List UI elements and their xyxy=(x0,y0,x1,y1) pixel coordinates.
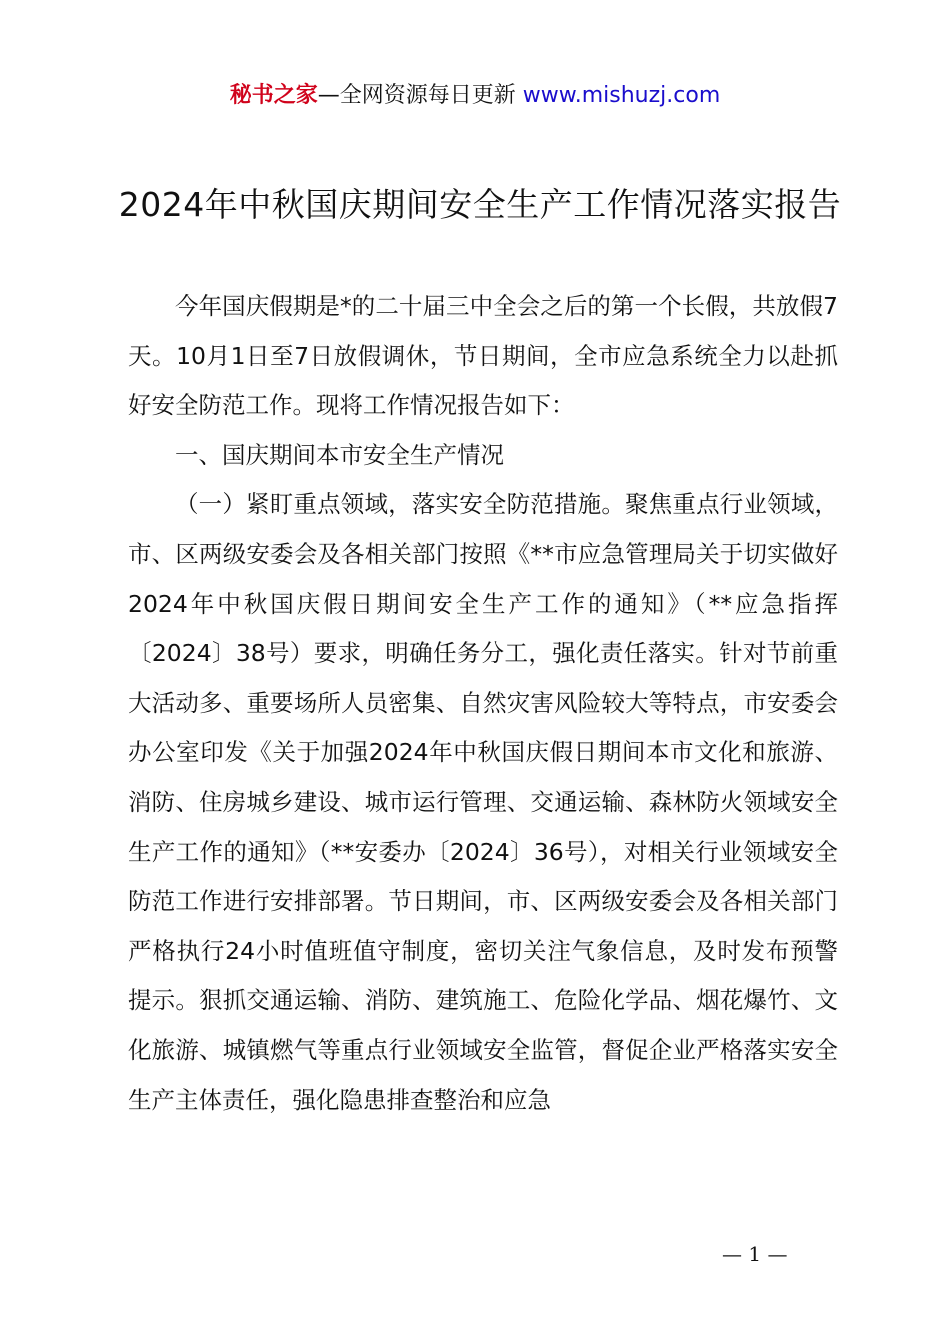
page-number: — 1 — xyxy=(722,1242,788,1266)
paragraph-intro: 今年国庆假期是*的二十届三中全会之后的第一个长假，共放假7天。10月1日至7日放假调休，节日期间，全市应急系统全力以赴抓好安全防范工作。现将工作情况报告如下： xyxy=(128,292,838,420)
document-body xyxy=(128,282,838,1125)
document-title: 2024年中秋国庆期间安全生产工作情况落实报告 xyxy=(118,185,842,224)
section-heading: 一、国庆期间本市安全生产情况 xyxy=(175,440,504,469)
site-slogan: —全网资源每日更新 xyxy=(317,83,516,108)
site-brand: 秘书之家 xyxy=(229,83,318,108)
paragraph-section-1: （一）紧盯重点领域，落实安全防范措施。聚焦重点行业领域，市、区两级安委会及各相关部门按照《**市应急管理局关于切实做好2024年中秋国庆假日期间安全生产工作的通知》（**应急指挥〔2024〕38号）要求，明确任务分工，强化责任落实。针对节前重大活动多、重要场所人员密集、自然灾害风险较大等特点，市安委会办公室印发《关于加强2024年中秋国庆假日期间本市文化和旅游、消防、住房城乡建设、城市运行管理、交通运输、森林防火领域安全生产工作的通知》（**安委办〔2024〕36号），对相关行业领域安全防范工作进行安排部署。节日期间，市、区两级安委会及各相关部门严格执行24小时值班值守制度，密切关注气象信息，及时发布预警提示。狠抓交通运输、消防、建筑施工、危险化学品、烟花爆竹、文化旅游、城镇燃气等重点行业领域安全监管，督促企业严格落实安全生产主体责任，强化隐患排查整治和应急 xyxy=(128,490,838,1114)
site-url[interactable]: www.mishuzj.com xyxy=(522,83,721,108)
site-banner xyxy=(0,80,950,112)
